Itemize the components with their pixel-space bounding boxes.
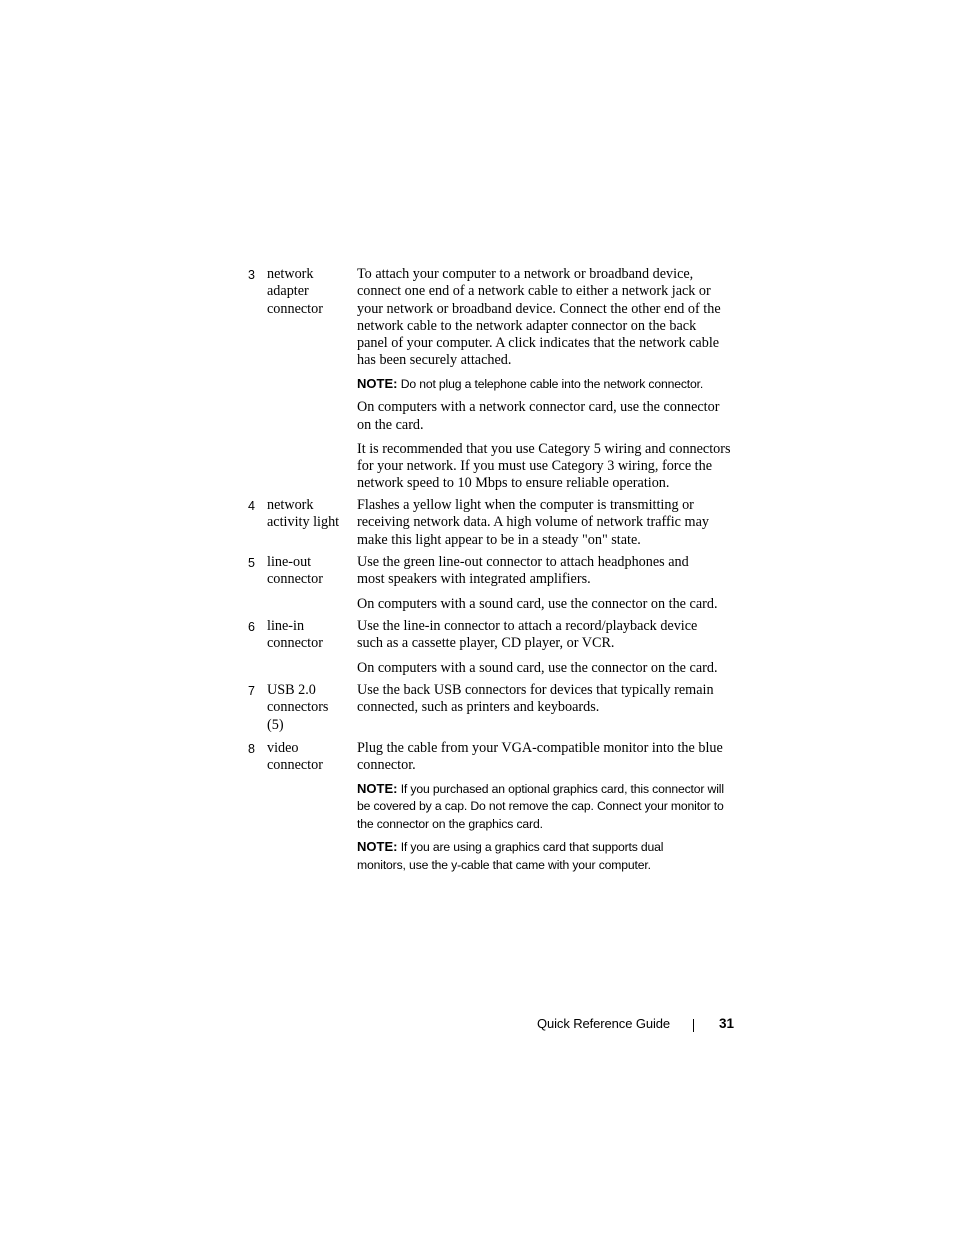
row-number: 4	[248, 499, 255, 513]
note	[357, 780, 733, 834]
row-description	[357, 497, 735, 549]
description-paragraph: Flashes a yellow light when the computer is transmitting or receiving network data. A high volume of network traffic may make this light appear to be in a steady "on" state.	[357, 497, 709, 548]
description-paragraph: Use the back USB connectors for devices that typically remain connected, such as printers and keyboards.	[357, 682, 714, 716]
note	[357, 375, 735, 394]
row-label: video connector	[267, 740, 323, 774]
note-keyword: NOTE:	[357, 375, 398, 391]
row-description	[357, 618, 735, 677]
row-label: network adapter connector	[267, 266, 323, 317]
row-description	[357, 740, 735, 874]
row-description	[357, 266, 735, 493]
description-paragraph: On computers with a sound card, use the connector on the card.	[357, 659, 718, 676]
footer-guide-title: Quick Reference Guide	[537, 1016, 671, 1031]
description-paragraph: To attach your computer to a network or broadband device, connect one end of a network cable to either a network jack or your network or broadband device. Connect the other end of the network cable to the network adapter connector on the back panel of your computer. A click indicates that the network cable has been securely attached.	[357, 266, 721, 369]
row-number: 5	[248, 556, 255, 570]
row-number: 6	[248, 620, 255, 634]
footer-separator	[693, 1019, 694, 1032]
description-paragraph: Plug the cable from your VGA-compatible monitor into the blue connector.	[357, 740, 723, 774]
row-label: line-in connector	[267, 618, 323, 652]
row-description	[357, 554, 735, 613]
page-number: 31	[719, 1016, 735, 1031]
note-text: If you purchased an optional graphics card, this connector will be covered by a cap. Do not remove the cap. Connect your monitor to the connector on the graphics card.	[357, 781, 724, 831]
description-paragraph: On computers with a network connector card, use the connector on the card.	[357, 399, 720, 433]
description-paragraph: Use the green line-out connector to attach headphones and most speakers with integrated amplifiers.	[357, 554, 689, 588]
row-description	[357, 682, 735, 717]
row-label: line-out connector	[267, 554, 323, 588]
description-paragraph: It is recommended that you use Category 5 wiring and connectors for your network. If you must use Category 3 wiring, force the network speed to 10 Mbps to ensure reliable operation.	[357, 440, 731, 492]
note-text: Do not plug a telephone cable into the network connector.	[397, 376, 704, 391]
row-label: network activity light	[267, 497, 340, 531]
note-keyword: NOTE:	[357, 780, 398, 796]
row-number: 3	[248, 268, 255, 282]
row-number: 8	[248, 742, 255, 756]
row-label: USB 2.0 connectors (5)	[267, 682, 329, 733]
note-keyword: NOTE:	[357, 839, 398, 855]
description-paragraph: On computers with a sound card, use the connector on the card.	[357, 595, 718, 612]
note-text: If you are using a graphics card that supports dual monitors, use the y-cable that came with your computer.	[357, 840, 664, 872]
description-paragraph: Use the line-in connector to attach a record/playback device such as a cassette player, CD player, or VCR.	[357, 618, 698, 652]
row-number: 7	[248, 684, 255, 698]
note	[357, 838, 697, 874]
